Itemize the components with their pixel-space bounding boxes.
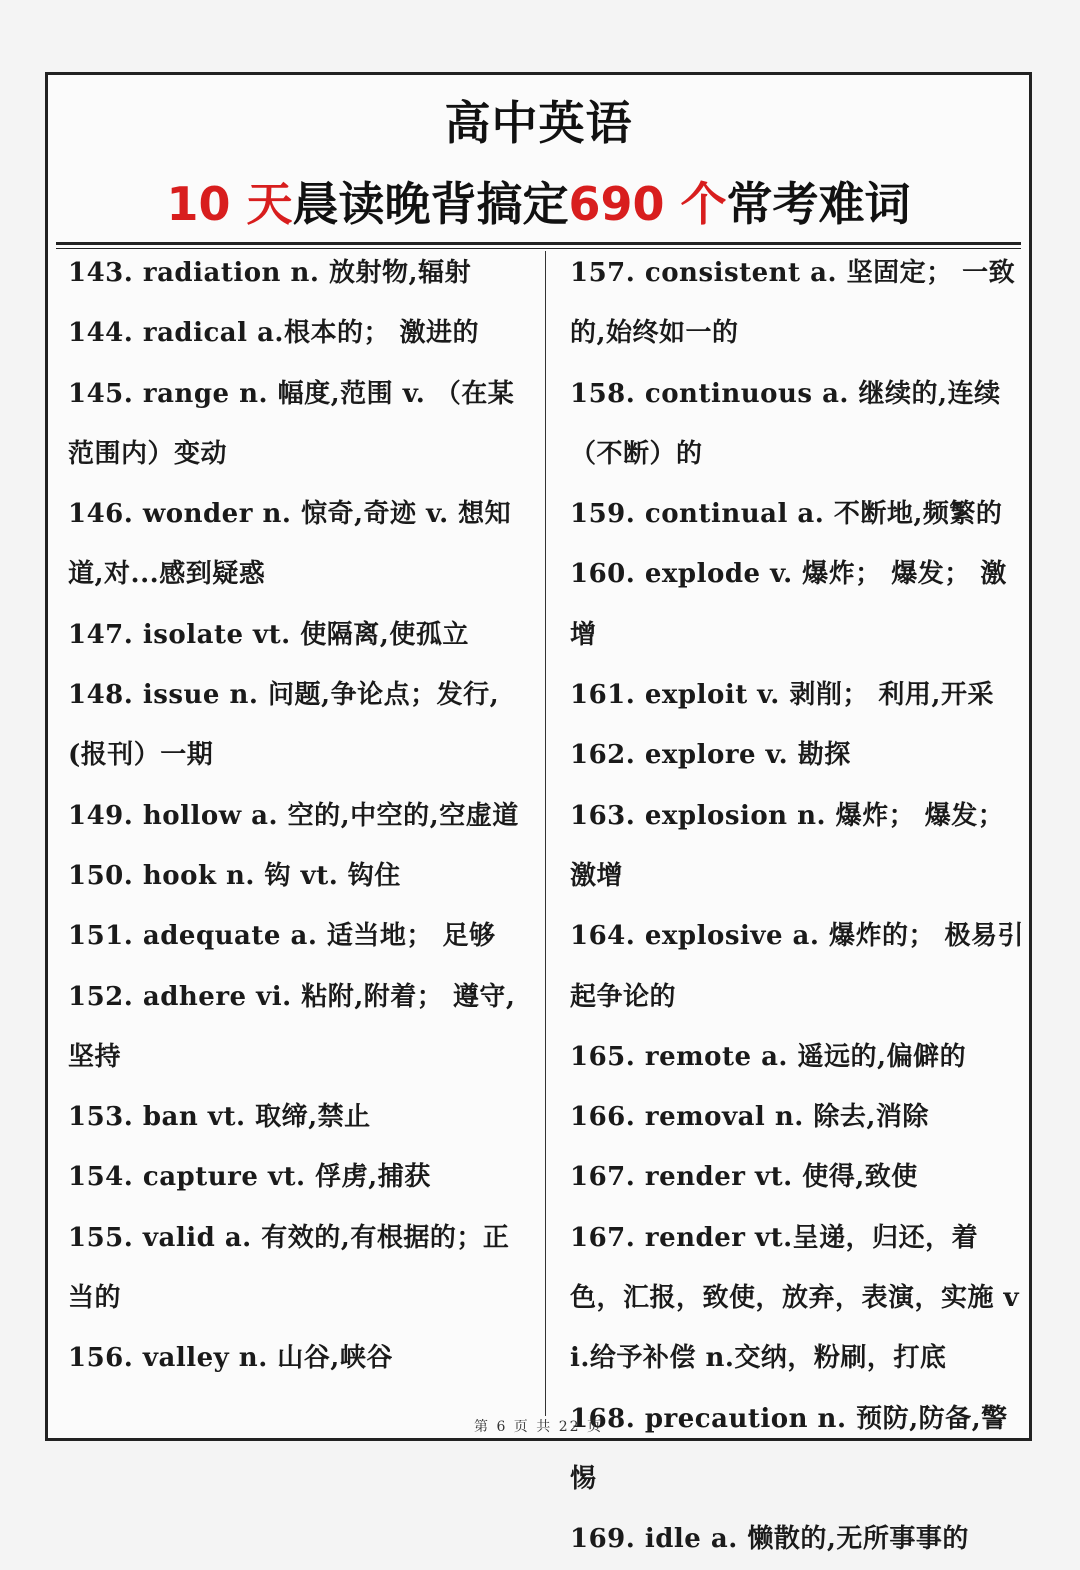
page-subtitle <box>48 173 1029 235</box>
vocab-column-left <box>68 243 523 1389</box>
vocab-entry: 149. hollow a. 空的,中空的,空虚道 <box>68 800 519 831</box>
vocab-entry: 146. wonder n. 惊奇,奇迹 v. 想知道,对...感到疑惑 <box>68 499 512 590</box>
vocab-column-right <box>570 243 1025 1570</box>
vocab-entry: 151. adequate a. 适当地； 足够 <box>68 921 496 952</box>
page-number: 第 6 页 共 22 页 <box>474 1419 603 1435</box>
vocab-entry: 154. capture vt. 俘虏,捕获 <box>68 1162 431 1193</box>
vocab-entry: 153. ban vt. 取缔,禁止 <box>68 1102 371 1133</box>
vocab-entry: 165. remote a. 遥远的,偏僻的 <box>570 1041 967 1072</box>
subtitle-part-count: 690 个 <box>568 177 727 231</box>
vocab-entry: 161. exploit v. 剥削； 利用,开采 <box>570 680 994 711</box>
vocab-entry: 168. precaution n. 预防,防备,警惕 <box>570 1403 1008 1494</box>
page-title: 高中英语 <box>444 96 633 150</box>
vocab-entry: 167. render vt. 使得,致使 <box>570 1162 918 1193</box>
vocab-entry: 167. render vt.呈递，归还，着色，汇报，致使，放弃，表演，实施 vi.给予补偿 n.交纳，粉刷，打底 <box>570 1222 1020 1374</box>
vocab-entry: 164. explosive a. 爆炸的； 极易引起争论的 <box>570 921 1025 1012</box>
vocab-entry: 160. explode v. 爆炸； 爆发； 激增 <box>570 559 1007 650</box>
vocab-entry: 157. consistent a. 坚固定； 一致的,始终如一的 <box>570 258 1016 349</box>
vocab-entry: 156. valley n. 山谷,峡谷 <box>68 1343 393 1374</box>
vocab-entry: 152. adhere vi. 粘附,附着； 遵守,坚持 <box>68 981 516 1072</box>
vocab-entry: 163. explosion n. 爆炸； 爆发； 激增 <box>570 800 1005 891</box>
vocab-entry: 147. isolate vt. 使隔离,使孤立 <box>68 619 469 650</box>
vocab-entry: 155. valid a. 有效的,有根据的；正当的 <box>68 1222 510 1314</box>
vocab-entry: 144. radical a.根本的； 激进的 <box>68 318 480 349</box>
vocab-entry: 148. issue n. 问题,争论点；发行,(报刊）一期 <box>68 680 500 771</box>
subtitle-part-days: 10 天 <box>166 177 293 231</box>
subtitle-part-topic: 常考难词 <box>726 177 911 231</box>
vocab-entry: 145. range n. 幅度,范围 v. （在某范围内）变动 <box>68 378 515 469</box>
vocab-entry: 150. hook n. 钩 vt. 钩住 <box>68 860 401 891</box>
document-page <box>45 72 1032 1555</box>
vocab-entry: 143. radiation n. 放射物,辐射 <box>68 258 472 288</box>
column-divider <box>545 251 546 1416</box>
vocab-entry: 169. idle a. 懒散的,无所事事的 <box>570 1524 969 1555</box>
vocab-entry: 158. continuous a. 继续的,连续（不断）的 <box>570 378 1001 469</box>
vocab-entry: 162. explore v. 勘探 <box>570 740 851 771</box>
vocab-entry: 166. removal n. 除去,消除 <box>570 1102 929 1133</box>
vocab-entry: 159. continual a. 不断地,频繁的 <box>570 499 1003 530</box>
subtitle-part-method: 晨读晚背搞定 <box>292 177 569 231</box>
